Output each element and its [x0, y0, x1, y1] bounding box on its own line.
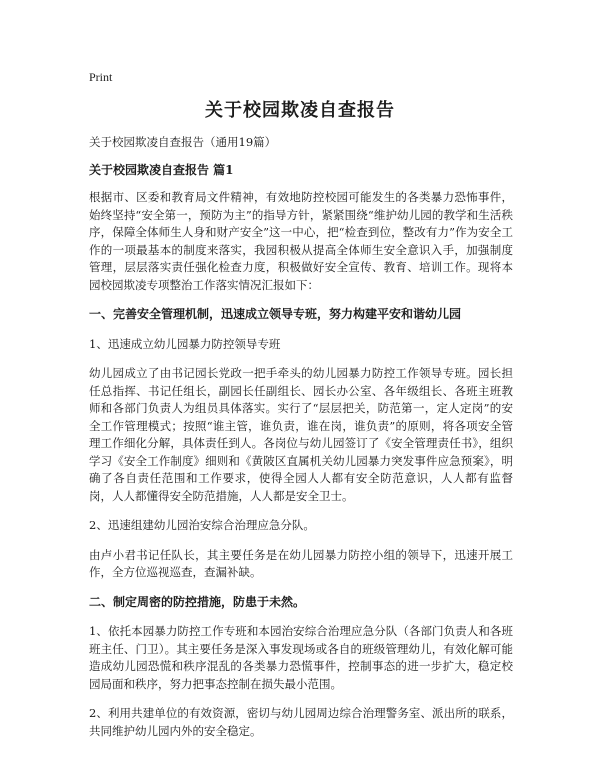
intro-paragraph: 根据市、区委和教育局文件精神，有效地防控校园可能发生的各类暴力恐怖事件，始终坚持“安全第一，预防为主”的指导方针，紧紧围绕“维护幼儿园的教学和生活秩序，保障全体师生人身和财产安全”这一中心，把“检查到位，整改有力”作为安全工作的一项最基本的制度来落实，我园积极从提高全体师生安全意识入手，加强制度管理，层层落实责任强化检查力度，积极做好安全宣传、教育、培训工作。现将本园校园欺凌专项整治工作落实情况汇报如下： [89, 190, 513, 292]
paragraph-leadership-team: 幼儿园成立了由书记园长党政一把手牵头的幼儿园暴力防控工作领导专班。园长担任总指挥、书记任组长，副园长任副组长、园长办公室、各年级组长、各班主班教师和各部门负责人为组员具体落实。实行了“层层把关，防范第一，定人定岗”的安全工作管理模式；按照“谁主管，谁负责，谁在岗，谁负责”的原则，将各项安全管理工作细化分解，具体责任到人。各岗位与幼儿园签订了《安全管理责任书》，组织学习《安全工作制度》细则和《黄陂区直属机关幼儿园暴力突发事件应急预案》，明确了各自责任范围和工作要求，使得全园人人都有安全防范意识，人人都有监督岗，人人都懂得安全防范措施，人人都是安全卫士。 [89, 366, 513, 503]
paragraph-measure-2: 2、利用共建单位的有效资源，密切与幼儿园周边综合治理警务室、派出所的联系，共同维护幼儿园内外的安全稳定。 [89, 706, 513, 738]
print-link[interactable]: Print [89, 70, 113, 84]
subsection-heading-1-2: 2、迅速组建幼儿园治安综合治理应急分队。 [89, 518, 315, 532]
paragraph-measure-1: 1、依托本园暴力防控工作专班和本园治安综合治理应急分队（各部门负责人和各班班主任、门卫）。其主要任务是深入事发现场或各自的班级管理幼儿，有效化解可能造成幼儿园恐慌和秩序混乱的各类暴力恐慌事件，控制事态的进一步扩大，稳定校园局面和秩序，努力把事态控制在损失最小范围。 [89, 624, 513, 691]
article-heading: 关于校园欺凌自查报告 篇1 [89, 162, 234, 177]
paragraph-emergency-squad: 由卢小君书记任队长，其主要任务是在幼儿园暴力防控小组的领导下，迅速开展工作，全方位巡视巡查，查漏补缺。 [89, 547, 513, 579]
subsection-heading-1-1: 1、迅速成立幼儿园暴力防控领导专班 [89, 336, 281, 351]
document-body [89, 134, 513, 752]
document-title: 关于校园欺凌自查报告 [205, 100, 395, 121]
section-heading-1: 一、完善安全管理机制，迅速成立领导专班，努力构建平安和谐幼儿园 [89, 307, 462, 321]
section-heading-2: 二、制定周密的防控措施，防患于未然。 [89, 594, 306, 609]
document-subtitle: 关于校园欺凌自查报告（通用19篇） [89, 135, 277, 149]
